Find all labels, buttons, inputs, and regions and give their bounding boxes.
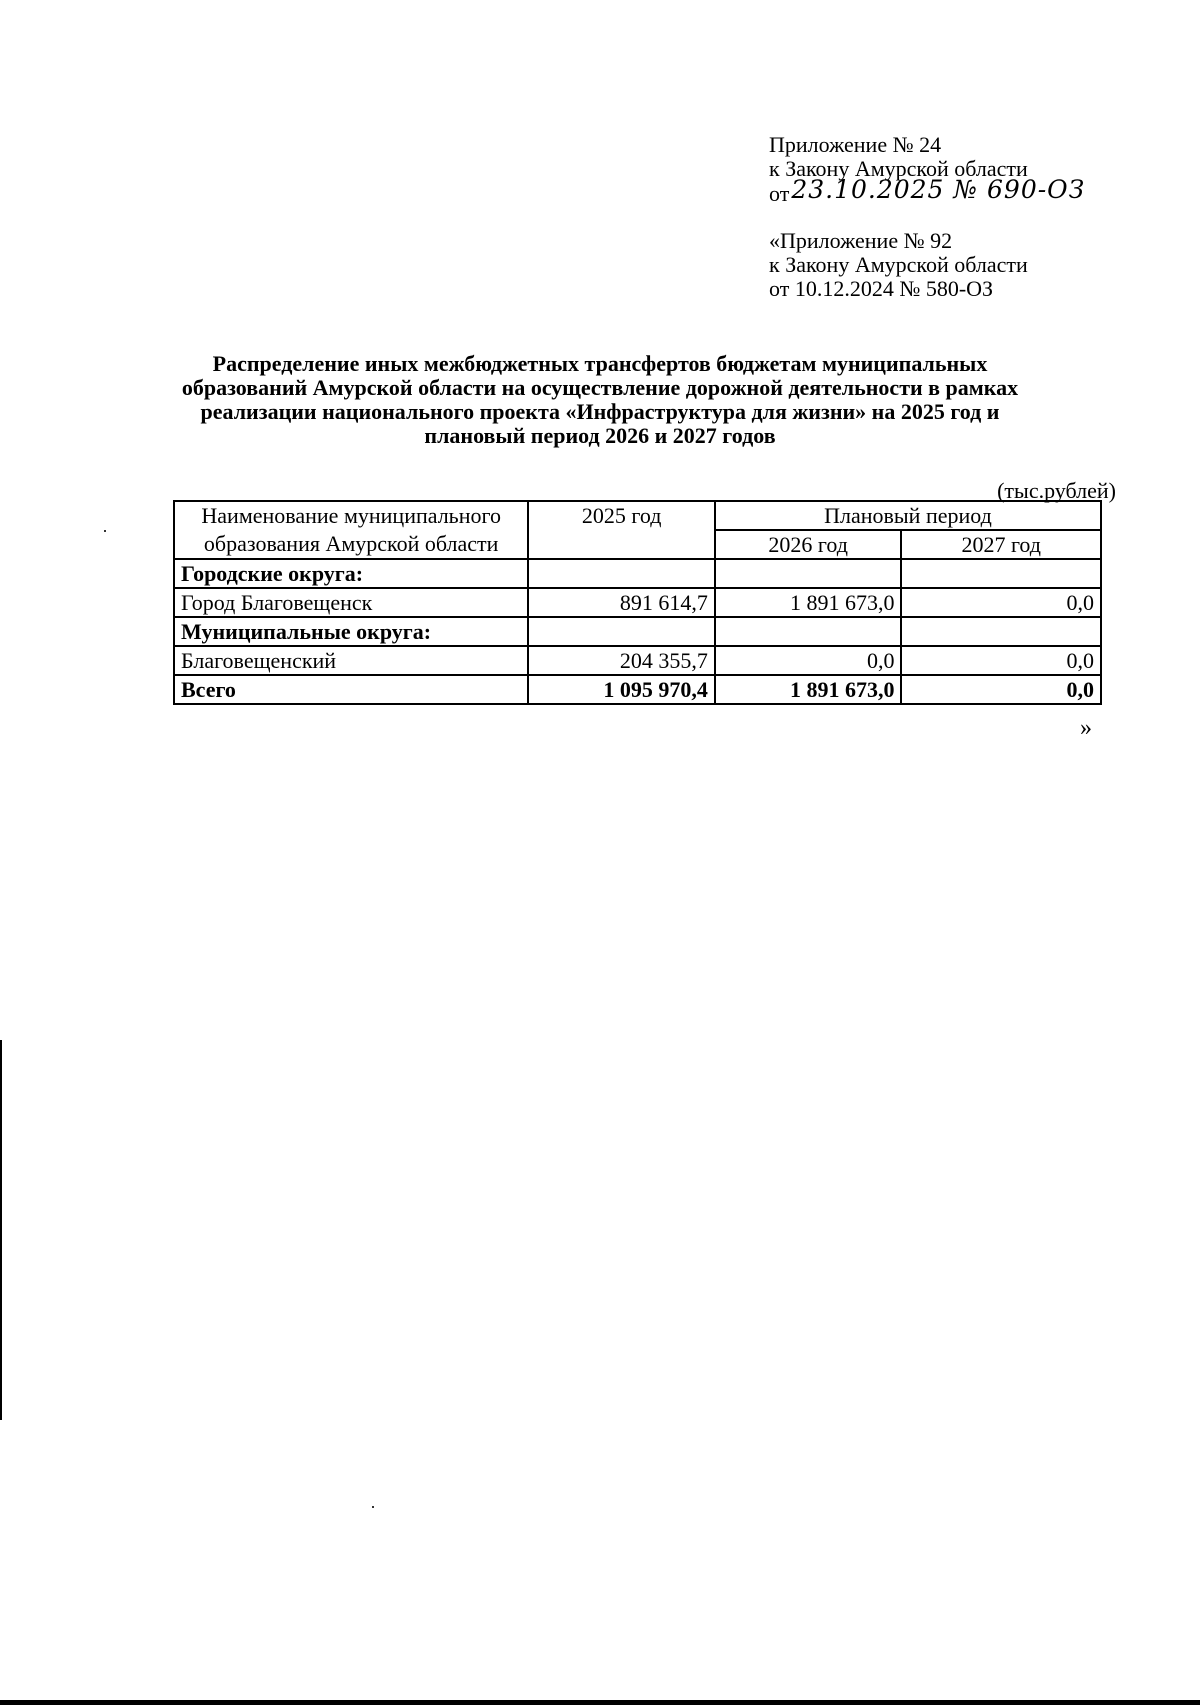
appendix-date-prefix: от	[769, 181, 790, 206]
row-name: Город Благовещенск	[174, 588, 528, 617]
scan-edge-bottom	[0, 1700, 1200, 1705]
handwritten-date-number: 23.10.2025 № 690-ОЗ	[791, 175, 1086, 204]
row-value-2027: 0,0	[901, 588, 1101, 617]
row-value-2026: 1 891 673,0	[715, 588, 902, 617]
row-value-2027	[901, 559, 1101, 588]
appendix-date-line	[769, 175, 1086, 206]
scan-edge-left	[0, 1040, 2, 1420]
original-appendix-date: от 10.12.2024 № 580-ОЗ	[769, 276, 994, 301]
title-line-4: плановый период 2026 и 2027 годов	[424, 423, 776, 448]
header-planned-period: Плановый период	[715, 501, 1101, 530]
table-header-row	[174, 501, 1101, 530]
row-value-2025	[528, 559, 715, 588]
original-appendix-number: «Приложение № 92	[769, 228, 953, 253]
title-line-3: реализации национального проекта «Инфраструктура для жизни» на 2025 год и	[200, 399, 1000, 424]
scan-speck	[372, 1506, 374, 1508]
units-label: (тыс.рублей)	[997, 478, 1116, 503]
header-2025: 2025 год	[528, 501, 715, 559]
appendix-number: Приложение № 24	[769, 132, 942, 157]
row-value-2025	[528, 617, 715, 646]
scan-speck	[104, 530, 106, 532]
row-value-2026: 0,0	[715, 646, 902, 675]
original-appendix-law: к Закону Амурской области	[769, 252, 1028, 277]
row-value-2026	[715, 559, 902, 588]
row-name: Всего	[174, 675, 528, 704]
table-row-total	[174, 675, 1101, 704]
header-municipality	[174, 501, 528, 559]
row-name: Благовещенский	[174, 646, 528, 675]
row-value-2025: 891 614,7	[528, 588, 715, 617]
closing-quote: »	[1080, 715, 1092, 741]
row-value-2026: 1 891 673,0	[715, 675, 902, 704]
table-row	[174, 617, 1101, 646]
title-line-1: Распределение иных межбюджетных трансфертов бюджетам муниципальных	[212, 351, 988, 376]
header-municipality-line-2: образования Амурской области	[203, 531, 499, 556]
table-row	[174, 646, 1101, 675]
document-title	[150, 352, 1050, 448]
appendix-current	[769, 133, 1085, 206]
appendix-original	[769, 229, 1028, 301]
transfers-table	[173, 500, 1102, 705]
row-value-2027: 0,0	[901, 675, 1101, 704]
row-name: Муниципальные округа:	[174, 617, 528, 646]
header-2026: 2026 год	[715, 530, 902, 559]
table-row	[174, 559, 1101, 588]
row-value-2025: 1 095 970,4	[528, 675, 715, 704]
row-value-2026	[715, 617, 902, 646]
row-value-2027	[901, 617, 1101, 646]
row-name: Городские округа:	[174, 559, 528, 588]
row-value-2025: 204 355,7	[528, 646, 715, 675]
title-line-2: образований Амурской области на осуществление дорожной деятельности в рамках	[181, 375, 1019, 400]
table-row	[174, 588, 1101, 617]
header-municipality-line-1: Наименование муниципального	[201, 503, 501, 528]
header-2027: 2027 год	[901, 530, 1101, 559]
appendix-law: к Закону Амурской области	[769, 156, 1028, 181]
row-value-2027: 0,0	[901, 646, 1101, 675]
